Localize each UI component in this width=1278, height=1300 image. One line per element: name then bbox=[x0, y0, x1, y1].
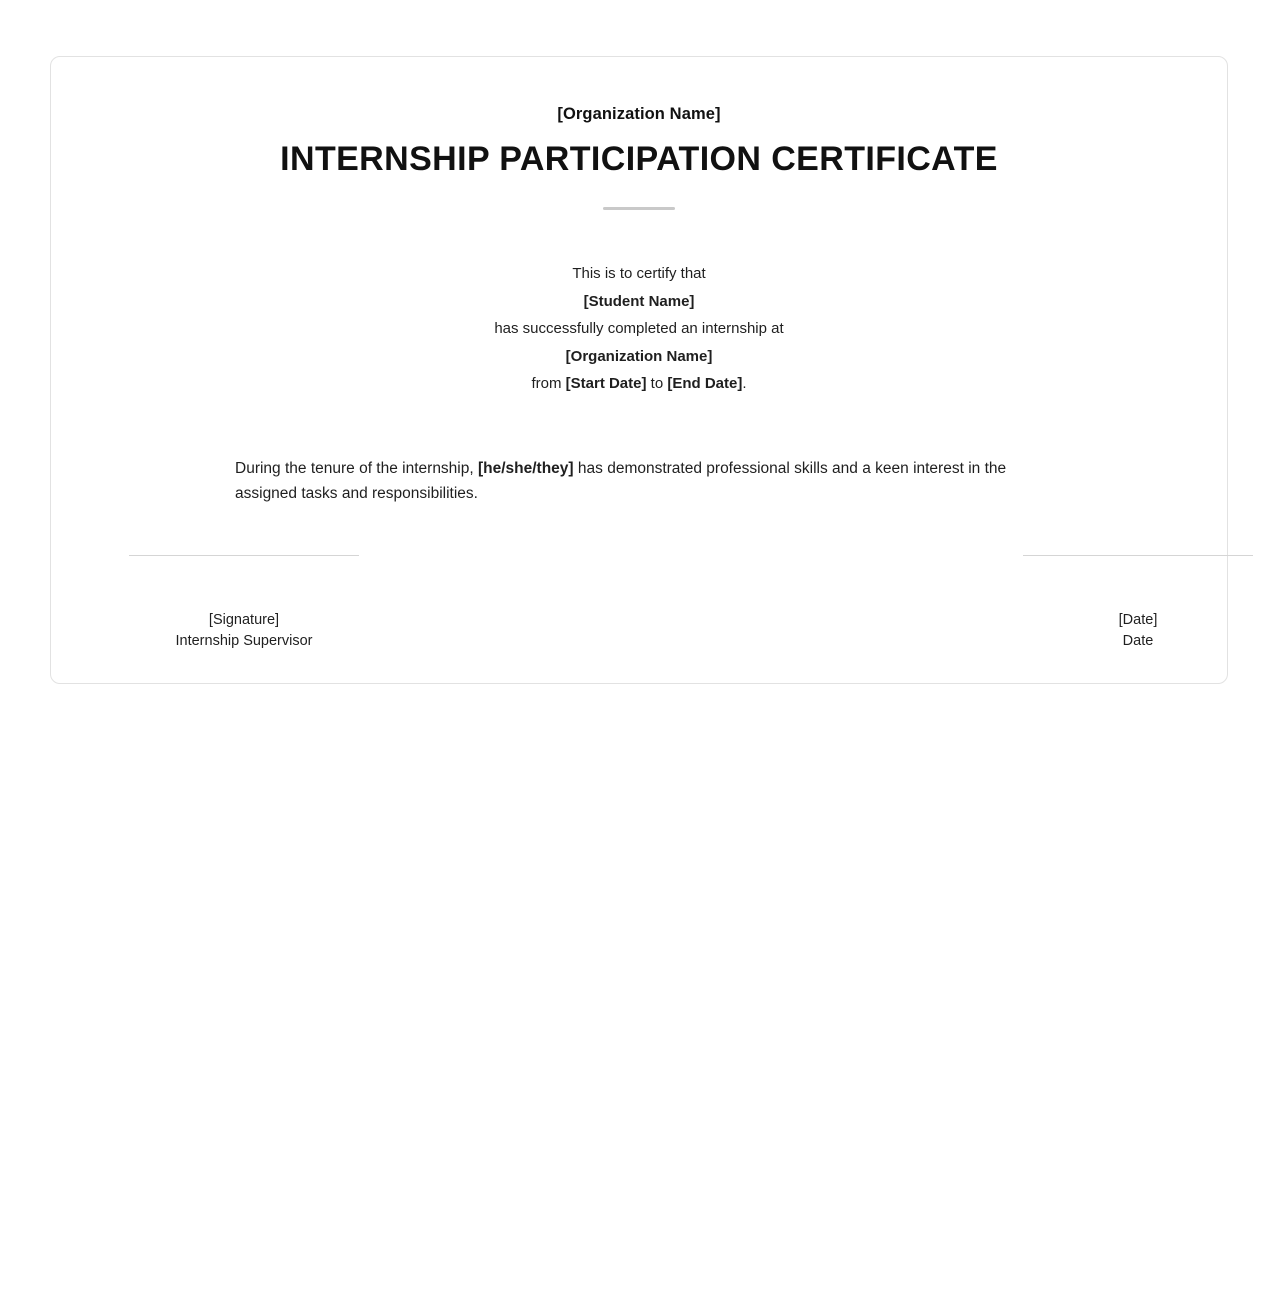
tenure-paragraph bbox=[111, 456, 1167, 506]
organization-header: [Organization Name] bbox=[557, 105, 721, 123]
certificate-body bbox=[111, 260, 1167, 398]
end-date: [End Date] bbox=[667, 375, 743, 392]
signature-line-right bbox=[1023, 555, 1253, 556]
signature-block-supervisor bbox=[129, 555, 359, 652]
signature-block-date bbox=[1023, 555, 1253, 652]
certify-line: This is to certify that bbox=[572, 265, 706, 282]
completion-line: has successfully completed an internship at bbox=[494, 320, 784, 337]
paragraph-part-one: During the tenure of the internship, bbox=[235, 459, 478, 477]
signature-line-left bbox=[129, 555, 359, 556]
signature-caption-supervisor: Internship Supervisor bbox=[175, 633, 313, 649]
signature-caption-date: Date bbox=[1122, 633, 1154, 649]
from-label: from bbox=[531, 375, 566, 392]
signature-placeholder: [Signature] bbox=[208, 612, 280, 628]
title-divider bbox=[603, 207, 675, 210]
start-date: [Start Date] bbox=[565, 375, 647, 392]
signature-area bbox=[51, 555, 1227, 665]
student-name: [Student Name] bbox=[583, 292, 695, 310]
paragraph-part-two: has demonstrated professional skills and a keen interest in the assigned tasks and responsibilities. bbox=[235, 459, 1007, 502]
date-placeholder: [Date] bbox=[1118, 612, 1158, 628]
organization-name: [Organization Name] bbox=[565, 347, 713, 365]
certificate-content bbox=[51, 57, 1227, 506]
period: . bbox=[742, 375, 747, 392]
certificate-title: INTERNSHIP PARTICIPATION CERTIFICATE bbox=[280, 140, 998, 178]
pronoun-placeholder: [he/she/they] bbox=[477, 459, 574, 477]
date-range-line bbox=[111, 370, 1167, 398]
certificate-card bbox=[50, 56, 1228, 684]
to-label: to bbox=[646, 375, 668, 392]
